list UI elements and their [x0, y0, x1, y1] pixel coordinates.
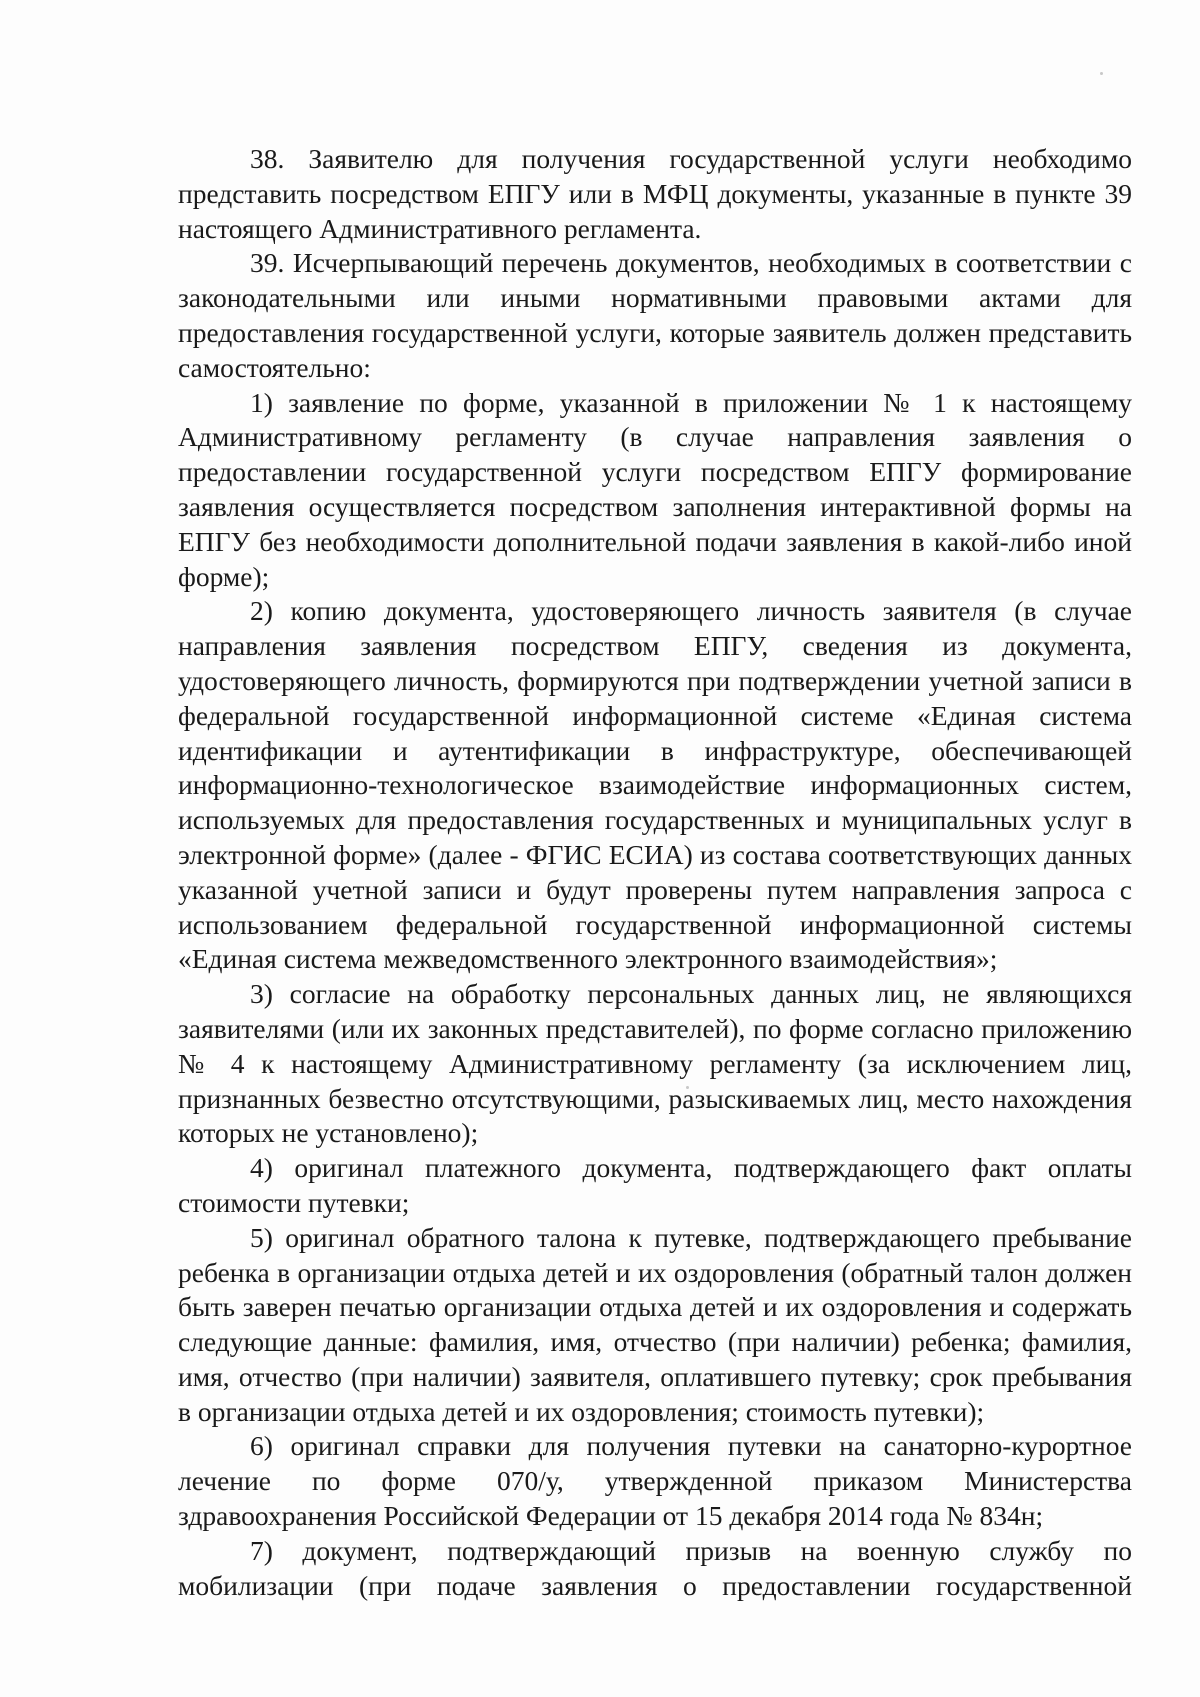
- scan-speck: [1100, 72, 1103, 75]
- list-item-3: 3) согласие на обработку персональных данных лиц, не являющихся заявителями (или их законных представителей), по форме согласно приложению № 4 к настоящему Административному регламенту (за исключением лиц, признанных безвестно отсутствующими, разыскиваемых лиц, место нахождения которых не установлено);: [178, 978, 1132, 1149]
- list-item-6: 6) оригинал справки для получения путевки на санаторно-курортное лечение по форме 070/у, утвержденной приказом Министерства здравоохранения Российской Федерации от 15 декабря 2014 года № 834н;: [178, 1430, 1132, 1532]
- list-item-5: 5) оригинал обратного талона к путевке, подтверждающего пребывание ребенка в организации отдыха детей и их оздоровления (обратный талон должен быть заверен печатью организации отдыха детей и их оздоровления и содержать следующие данные: фамилия, имя, отчество (при наличии) ребенка; фамилия, имя, отчество (при наличии) заявителя, оплатившего путевку; срок пребывания в организации отдыха детей и их оздоровления; стоимость путевки);: [178, 1221, 1132, 1427]
- list-item-7: 7) документ, подтверждающий призыв на военную службу по мобилизации (при подаче заявления о предоставлении государственной: [178, 1534, 1132, 1601]
- list-item-2: 2) копию документа, удостоверяющего личность заявителя (в случае направления заявления посредством ЕПГУ, сведения из документа, удостоверяющего личность, формируются при подтверждении учетной записи в федеральной государственной информационной системе «Единая система идентификации и аутентификации в инфраструктуре, обеспечивающей информационно-технологическое взаимодействие информационных систем, используемых для предоставления государственных и муниципальных услуг в электронной форме» (далее - ФГИС ЕСИА) из состава соответствующих данных указанной учетной записи и будут проверены путем направления запроса с использованием федеральной государственной информационной системы «Единая система межведомственного электронного взаимодействия»;: [178, 595, 1132, 975]
- list-item-1: 1) заявление по форме, указанной в приложении № 1 к настоящему Административному регламенту (в случае направления заявления о предоставлении государственной услуги посредством ЕПГУ формирование заявления осуществляется посредством заполнения интерактивной формы на ЕПГУ без необходимости дополнительной подачи заявления в какой-либо иной форме);: [178, 386, 1132, 592]
- document-body: [178, 142, 1132, 1603]
- list-item-4: 4) оригинал платежного документа, подтверждающего факт оплаты стоимости путевки;: [178, 1152, 1132, 1218]
- paragraph-39: 39. Исчерпывающий перечень документов, необходимых в соответствии с законодательными или иными нормативными правовыми актами для предоставления государственной услуги, которые заявитель должен представить самостоятельно:: [178, 247, 1132, 383]
- paragraph-38: 38. Заявителю для получения государственной услуги необходимо представить посредством ЕПГУ или в МФЦ документы, указанные в пункте 39 настоящего Административного регламента.: [178, 143, 1132, 244]
